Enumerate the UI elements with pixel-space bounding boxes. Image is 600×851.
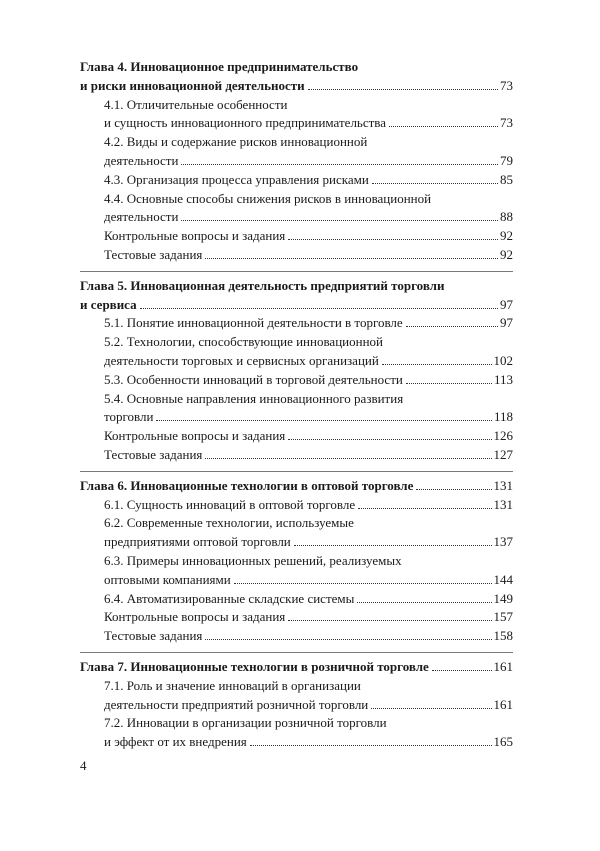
toc-item-line xyxy=(80,627,513,646)
toc-item-line xyxy=(80,514,513,533)
page-ref: 85 xyxy=(500,171,513,187)
toc-item-text: 4.3. Организация процесса управления рисками xyxy=(104,171,369,187)
toc-item-text: деятельности xyxy=(104,209,179,225)
page-ref: 137 xyxy=(493,534,513,550)
page-ref: 92 xyxy=(500,246,513,262)
chapter-title-line xyxy=(80,477,513,496)
toc-item-line xyxy=(80,133,513,152)
toc-item-text: 6.2. Современные технологии, используемые xyxy=(104,515,354,531)
dot-leader xyxy=(389,126,498,127)
page-ref: 127 xyxy=(493,446,513,462)
toc-item-line xyxy=(80,227,513,246)
toc-item-text: 7.2. Инновации в организации розничной торговли xyxy=(104,715,387,731)
toc-item-line xyxy=(80,96,513,115)
toc-item-text: деятельности предприятий розничной торговли xyxy=(104,696,369,712)
dot-leader xyxy=(250,745,492,746)
toc-item-text: 6.1. Сущность инноваций в оптовой торговле xyxy=(104,496,356,512)
toc-item-line xyxy=(80,677,513,696)
toc-item-line xyxy=(80,696,513,715)
toc-item-line xyxy=(80,496,513,515)
chapter-title-line xyxy=(80,277,513,296)
toc-item-text: 4.1. Отличительные особенности xyxy=(104,96,288,112)
chapter-title-line xyxy=(80,77,513,96)
page-ref: 149 xyxy=(493,590,513,606)
chapter-title-text: и риски инновационной деятельности xyxy=(80,77,305,93)
page-ref: 92 xyxy=(500,228,513,244)
dot-leader xyxy=(205,639,491,640)
toc-item-text: оптовыми компаниями xyxy=(104,571,231,587)
page-ref: 144 xyxy=(493,571,513,587)
page-ref: 131 xyxy=(493,496,513,512)
toc-item-line xyxy=(80,608,513,627)
page-ref: 73 xyxy=(500,115,513,131)
dot-leader xyxy=(234,583,492,584)
page-ref: 131 xyxy=(493,477,513,493)
toc-item-line xyxy=(80,246,513,265)
chapter-title-line xyxy=(80,58,513,77)
dot-leader xyxy=(205,458,491,459)
chapter-title-line xyxy=(80,658,513,677)
toc-item-line xyxy=(80,171,513,190)
chapter-title-text: и сервиса xyxy=(80,296,137,312)
chapter-divider xyxy=(80,652,513,653)
dot-leader xyxy=(156,420,492,421)
page-ref: 158 xyxy=(493,628,513,644)
toc-item-text: 5.2. Технологии, способствующие инновационной xyxy=(104,334,383,350)
toc-item-line xyxy=(80,427,513,446)
page-ref: 102 xyxy=(493,352,513,368)
toc-item-line xyxy=(80,408,513,427)
chapter-block xyxy=(80,58,513,265)
toc-item-text: 4.4. Основные способы снижения рисков в инновационной xyxy=(104,190,432,206)
toc-item-text: Контрольные вопросы и задания xyxy=(104,228,286,244)
toc-item-line xyxy=(80,390,513,409)
toc-item-line xyxy=(80,446,513,465)
dot-leader xyxy=(371,708,491,709)
toc-item-text: Тестовые задания xyxy=(104,628,203,644)
toc-item-text: 5.4. Основные направления инновационного развития xyxy=(104,390,404,406)
page-ref: 97 xyxy=(500,296,513,312)
chapter-block xyxy=(80,658,513,752)
toc-item-line xyxy=(80,533,513,552)
page-number: 4 xyxy=(80,758,87,773)
dot-leader xyxy=(358,508,491,509)
toc-item-text: Тестовые задания xyxy=(104,246,203,262)
toc-item-text: Контрольные вопросы и задания xyxy=(104,609,286,625)
table-of-contents xyxy=(80,58,513,752)
chapter-divider xyxy=(80,271,513,272)
toc-item-line xyxy=(80,590,513,609)
toc-item-text: 7.1. Роль и значение инноваций в организации xyxy=(104,677,361,693)
page-ref: 161 xyxy=(493,696,513,712)
toc-item-text: деятельности торговых и сервисных организаций xyxy=(104,352,379,368)
dot-leader xyxy=(382,364,492,365)
toc-item-line xyxy=(80,552,513,571)
dot-leader xyxy=(288,439,491,440)
chapter-title-text: Глава 7. Инновационные технологии в розничной торговле xyxy=(80,658,429,674)
toc-item-line xyxy=(80,571,513,590)
chapter-divider xyxy=(80,471,513,472)
page-ref: 113 xyxy=(493,371,513,387)
toc-item-line xyxy=(80,714,513,733)
dot-leader xyxy=(288,620,491,621)
dot-leader xyxy=(357,602,491,603)
toc-item-text: 6.3. Примеры инновационных решений, реализуемых xyxy=(104,552,402,568)
toc-item-text: Контрольные вопросы и задания xyxy=(104,428,286,444)
toc-item-line xyxy=(80,152,513,171)
page-ref: 165 xyxy=(493,734,513,750)
dot-leader xyxy=(416,489,491,490)
page-ref: 157 xyxy=(493,609,513,625)
toc-item-text: Тестовые задания xyxy=(104,446,203,462)
toc-item-text: 5.3. Особенности инноваций в торговой деятельности xyxy=(104,371,403,387)
toc-item-text: 5.1. Понятие инновационной деятельности в торговле xyxy=(104,315,403,331)
chapter-title-text: Глава 4. Инновационное предпринимательство xyxy=(80,59,359,74)
page-ref: 97 xyxy=(500,315,513,331)
toc-item-text: торговли xyxy=(104,409,154,425)
toc-item-text: и эффект от их внедрения xyxy=(104,734,247,750)
toc-item-text: деятельности xyxy=(104,152,179,168)
chapter-block xyxy=(80,477,513,646)
toc-item-line xyxy=(80,352,513,371)
dot-leader xyxy=(288,239,498,240)
toc-item-line xyxy=(80,314,513,333)
dot-leader xyxy=(181,164,498,165)
page-ref: 118 xyxy=(493,409,513,425)
dot-leader xyxy=(181,220,498,221)
toc-item-line xyxy=(80,333,513,352)
chapter-title-text: Глава 5. Инновационная деятельность предприятий торговли xyxy=(80,277,445,293)
page-ref: 79 xyxy=(500,152,513,168)
dot-leader xyxy=(294,545,492,546)
toc-item-text: 6.4. Автоматизированные складские системы xyxy=(104,590,355,606)
toc-item-line xyxy=(80,733,513,752)
dot-leader xyxy=(406,383,492,384)
toc-item-line xyxy=(80,208,513,227)
dot-leader xyxy=(406,326,498,327)
toc-item-line xyxy=(80,190,513,209)
toc-item-text: 4.2. Виды и содержание рисков инновационной xyxy=(104,134,368,150)
page-ref: 126 xyxy=(493,428,513,444)
dot-leader xyxy=(432,670,492,671)
toc-item-line xyxy=(80,371,513,390)
dot-leader xyxy=(308,89,498,90)
chapter-block xyxy=(80,277,513,465)
chapter-title-text: Глава 6. Инновационные технологии в оптовой торговле xyxy=(80,477,414,493)
page-ref: 88 xyxy=(500,209,513,225)
dot-leader xyxy=(205,258,498,259)
page-ref: 161 xyxy=(493,658,513,674)
dot-leader xyxy=(140,308,498,309)
dot-leader xyxy=(372,183,498,184)
chapter-title-line xyxy=(80,296,513,315)
page-ref: 73 xyxy=(500,77,513,93)
toc-item-text: предприятиями оптовой торговли xyxy=(104,534,291,550)
toc-item-text: и сущность инновационного предпринимательства xyxy=(104,115,387,131)
toc-item-line xyxy=(80,114,513,133)
